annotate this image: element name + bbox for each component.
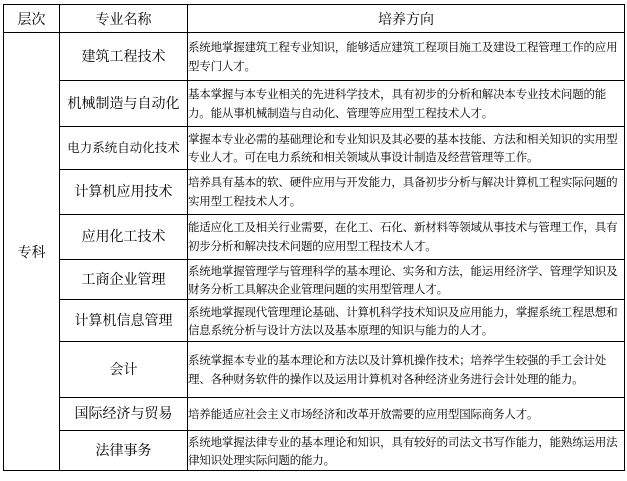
major-name: 计算机应用技术	[60, 170, 188, 215]
major-direction: 基本掌握与本专业相关的先进科学技术，具有初步的分析和解决本专业技术问题的能力。能从事机械制造与自动化、管理等应用型工程技术人才。	[188, 81, 625, 127]
major-direction: 系统地掌握现代管理理论基础、计算机科学技术知识及应用能力，掌握系统工程思想和信息系统分析与设计方法以及基本原理的知识与能力的人才。	[188, 300, 625, 342]
major-direction: 培养具有基本的软、硬件应用与开发能力，具备初步分析与解决计算机工程实际问题的实用型工程技术人才。	[188, 170, 625, 215]
table-row	[4, 215, 625, 260]
major-name: 工商企业管理	[60, 260, 188, 300]
header-level: 层次	[4, 5, 60, 33]
major-direction: 系统地掌握建筑工程专业知识，能够适应建筑工程项目施工及建设工程管理工作的应用型专门人才。	[188, 33, 625, 81]
majors-table	[3, 4, 625, 471]
table-row	[4, 300, 625, 342]
major-name: 计算机信息管理	[60, 300, 188, 342]
major-name: 法律事务	[60, 431, 188, 471]
major-name: 机械制造与自动化	[60, 81, 188, 127]
header-direction: 培养方向	[188, 5, 625, 33]
level-cell: 专科	[4, 33, 60, 471]
major-direction: 能适应化工及相关行业需要，在化工、石化、新材料等领域从事技术与管理工作，具有初步分析和解决技术问题的应用型工程技术人才。	[188, 215, 625, 260]
major-direction: 系统掌握本专业的基本理论和方法以及计算机操作技术；培养学生较强的手工会计处理、各种财务软件的操作以及运用计算机对各种经济业务进行会计处理的能力。	[188, 342, 625, 398]
major-direction: 掌握本专业必需的基础理论和专业知识及其必要的基本技能、方法和相关知识的实用型专业人才。可在电力系统和相关领域从事设计制造及经营管理等工作。	[188, 127, 625, 170]
table-row	[4, 170, 625, 215]
major-name: 建筑工程技术	[60, 33, 188, 81]
table-row	[4, 81, 625, 127]
major-direction: 系统地掌握法律专业的基本理论和知识，具有较好的司法文书写作能力，能熟练运用法律知识处理实际问题的能力。	[188, 431, 625, 471]
header-major: 专业名称	[60, 5, 188, 33]
table-row	[4, 33, 625, 81]
table-row	[4, 127, 625, 170]
major-name: 国际经济与贸易	[60, 398, 188, 431]
major-name: 电力系统自动化技术	[60, 127, 188, 170]
major-direction: 培养能适应社会主义市场经济和改革开放需要的应用型国际商务人才。	[188, 398, 625, 431]
major-name: 应用化工技术	[60, 215, 188, 260]
major-direction: 系统地掌握管理学与管理科学的基本理论、实务和方法，能运用经济学、管理学知识及财务分析工具解决企业管理问题的实用型管理人才。	[188, 260, 625, 300]
table-row	[4, 398, 625, 431]
table-header-row	[4, 5, 625, 33]
table-row	[4, 342, 625, 398]
table-row	[4, 260, 625, 300]
major-name: 会计	[60, 342, 188, 398]
table-row	[4, 431, 625, 471]
